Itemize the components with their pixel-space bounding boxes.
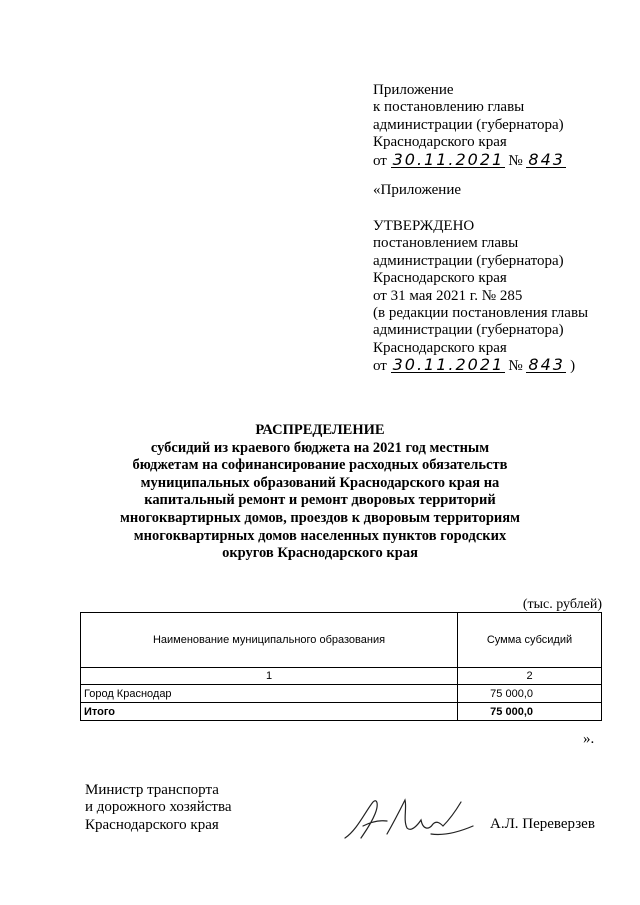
approved-heading: УТВЕРЖДЕНО <box>373 218 475 234</box>
signer-position: Краснодарского края <box>85 816 219 833</box>
handwritten-date: 30.11.2021 <box>392 149 505 169</box>
end-quote: ». <box>583 731 595 747</box>
quoted-appendix-title: «Приложение <box>373 182 462 198</box>
header-municipality: Наименование муниципального образования <box>81 613 458 668</box>
subsidy-amount: 75 000,0 <box>458 685 602 703</box>
approved-line: постановлением главы <box>373 235 519 252</box>
column-number: 1 <box>81 668 458 685</box>
title-line: муниципальных образований Краснодарского края на <box>140 474 500 491</box>
approved-line: Краснодарского края <box>373 339 507 356</box>
column-number-row <box>81 668 602 685</box>
closing-paren: ) <box>570 358 576 375</box>
appendix-line: к постановлению главы <box>373 99 525 116</box>
title-line: капитальный ремонт и ремонт дворовых территорий <box>144 492 496 509</box>
appendix-header <box>373 82 566 170</box>
approved-line: Краснодарского края <box>373 270 507 287</box>
appendix-line: Краснодарского края <box>373 134 507 151</box>
units-label: (тыс. рублей) <box>522 597 602 612</box>
total-amount: 75 000,0 <box>458 703 602 721</box>
total-label: Итого <box>81 703 458 721</box>
document-title <box>110 422 530 563</box>
from-label: от <box>373 152 387 169</box>
subsidy-table <box>80 612 602 721</box>
signer-position: Министр транспорта <box>85 782 219 798</box>
appendix-date-line <box>373 149 566 170</box>
title-line: многоквартирных домов, проездов к дворовым территориям <box>120 509 520 526</box>
signer-block <box>85 782 232 834</box>
title-line: округов Краснодарского края <box>222 545 418 562</box>
approved-line: администрации (губернатора) <box>373 322 564 339</box>
appendix-title: Приложение <box>373 82 454 98</box>
handwritten-signature <box>335 790 475 850</box>
title-line: многоквартирных домов населенных пунктов городских <box>133 527 507 544</box>
total-row <box>81 703 602 721</box>
table-header-row <box>81 613 602 668</box>
approved-date-line <box>373 357 588 375</box>
signer-position: и дорожного хозяйства <box>85 799 232 816</box>
handwritten-number: 843 <box>528 355 565 375</box>
header-amount: Сумма субсидий <box>458 613 602 668</box>
handwritten-date: 30.11.2021 <box>392 355 505 375</box>
approved-line: администрации (губернатора) <box>373 252 564 269</box>
handwritten-number: 843 <box>528 149 565 169</box>
approved-line: от 31 мая 2021 г. № 285 <box>373 287 523 304</box>
title-line: бюджетам на софинансирование расходных обязательств <box>132 457 508 474</box>
number-label: № <box>508 152 523 169</box>
column-number: 2 <box>458 668 602 685</box>
municipality-name: Город Краснодар <box>81 685 458 703</box>
appendix-line: администрации (губернатора) <box>373 116 564 133</box>
from-label: от <box>373 358 387 375</box>
title-heading: РАСПРЕДЕЛЕНИЕ <box>255 422 385 438</box>
signer-name: А.Л. Переверзев <box>490 816 595 832</box>
approved-line: (в редакции постановления главы <box>373 305 589 322</box>
number-label: № <box>508 358 523 375</box>
title-line: субсидий из краевого бюджета на 2021 год местным <box>150 439 490 456</box>
approved-block <box>373 218 588 376</box>
table-row <box>81 685 602 703</box>
